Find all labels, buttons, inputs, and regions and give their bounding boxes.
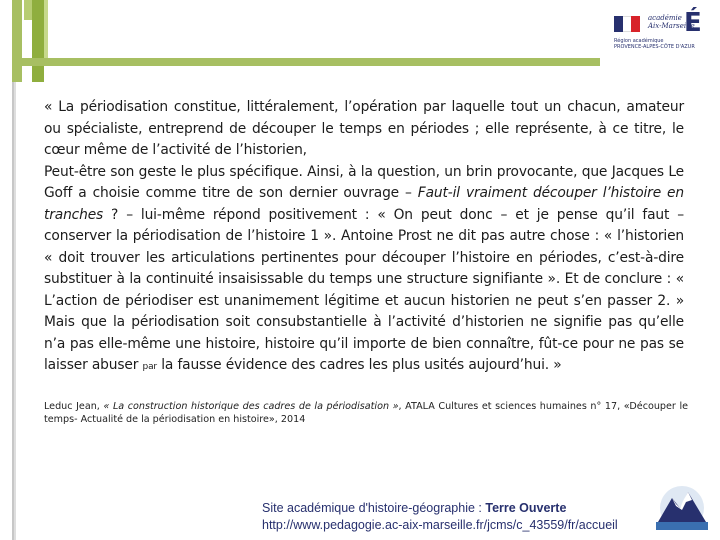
quote-block — [44, 97, 684, 379]
footer-site-name: Site académique d'histoire-géographie : Terre Ouverte — [262, 501, 567, 515]
logo-region: Région académique PROVENCE-ALPES-CÔTE D'AZUR — [614, 38, 695, 50]
logo-letter: É — [684, 8, 702, 38]
footer-credits — [262, 500, 682, 534]
quote-paragraph-2: Peut-être son geste le plus spécifique. Ainsi, à la question, un brin provocante, que Jacques Le Goff a choisie comme titre de son dernier ouvrage – Faut-il vraiment découper l’histoire en tranches ? – lui-même répond positivement : « On peut donc – et je pense qu’il faut – conserver la périodisation de l’histoire 1 ». Antoine Prost ne dit pas autre chose : « l’historien « doit trouver les articulations pertinentes pour découper l’histoire en périodes, c’est-à-dire substituer à la continuité insaisissable du temps une structure signifiante ». Et de conclure : « L’action de périodiser est unanimement légitime et aucun historien ne peut s’en passer 2. » Mais que la périodisation soit consubstantielle à l’activité d’historien ne signifie pas qu’elle n’a pas elle-même une histoire, histoire qu’il importe de bien connaître, fût-ce pour ne pas se laisser abuser par la fausse évidence des cadres les plus usités aujourd’hui. » — [44, 163, 684, 373]
decor-bar — [44, 0, 48, 60]
academie-logo — [612, 8, 712, 54]
book-title: Faut-il vraiment découper l’histoire en tranches — [44, 185, 684, 223]
header-rule — [12, 58, 600, 66]
quote-paragraph-1: « La périodisation constitue, littéralement, l’opération par laquelle tout un chacun, amateur ou spécialiste, entreprend de découper le temps en périodes ; elle représente, à ce titre, le cœur même de l’activité de l’historien, — [44, 99, 684, 158]
marianne-flag-icon — [614, 16, 640, 32]
logo-academy-name: académie Aix-Marseille — [648, 14, 695, 30]
citation-reference: Leduc Jean, « La construction historique des cadres de la périodisation », ATALA Cultures et sciences humaines n° 17, «Découper le temps- Actualité de la périodisation en histoire», 2014 — [44, 401, 689, 425]
decor-bar — [12, 0, 22, 82]
footer-url[interactable]: http://www.pedagogie.ac-aix-marseille.fr/jcms/c_43559/fr/accueil — [262, 518, 618, 532]
terre-ouverte-logo-icon — [652, 484, 712, 534]
decor-bar — [32, 0, 44, 82]
